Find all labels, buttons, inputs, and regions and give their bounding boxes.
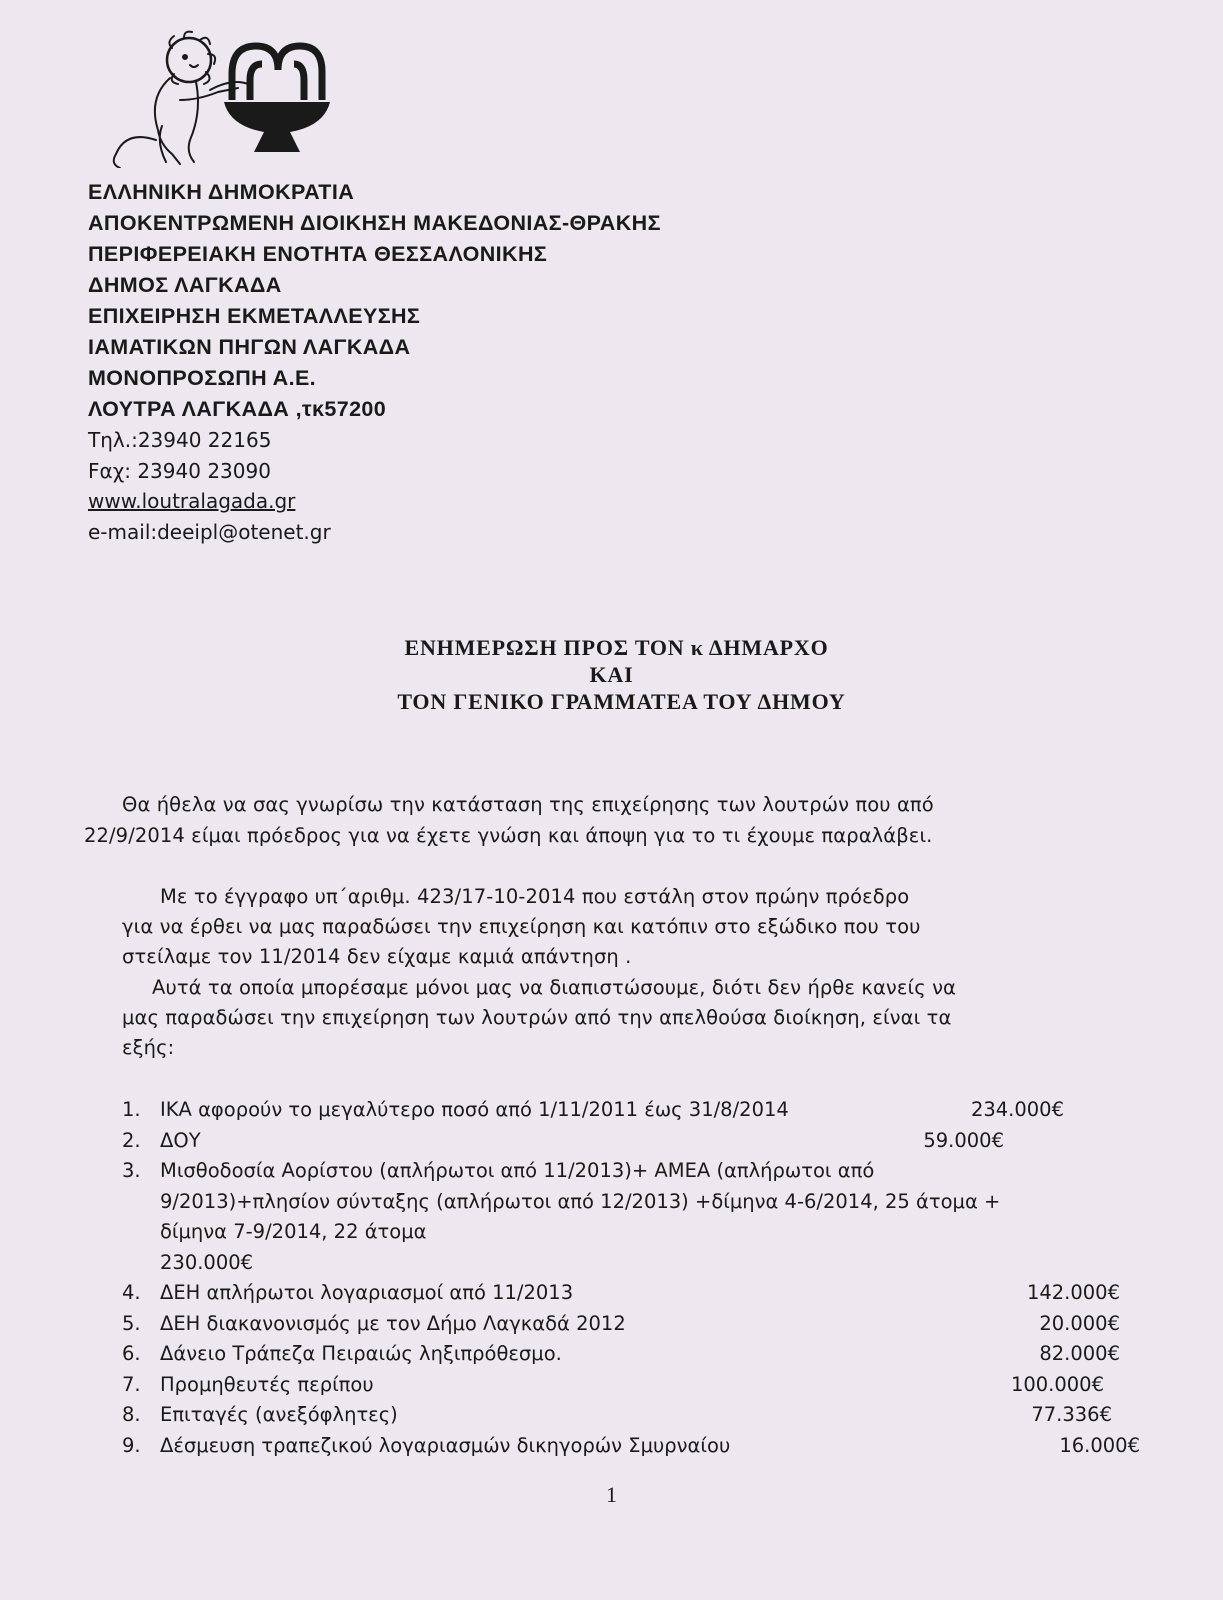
debts-list <box>122 1095 1140 1461</box>
item-number: 6. <box>122 1342 141 1365</box>
item-number: 9. <box>122 1433 141 1457</box>
header-line: ΙΑΜΑΤΙΚΩΝ ΠΗΓΩΝ ΛΑΓΚΑΔΑ <box>88 335 411 359</box>
item-text: ΔΕΗ απλήρωτοι λογαριασμοί από 11/2013 <box>160 1281 574 1304</box>
letter-line: Με το έγγραφο υπ΄αριθμ. 423/17-10-2014 που εστάλη στον πρώην πρόεδρο <box>160 885 910 908</box>
item-text: Δάνειο Τράπεζα Πειραιώς ληξιπρόθεσμο. <box>160 1342 562 1365</box>
title-line: ΕΝΗΜΕΡΩΣΗ ΠΡΟΣ ΤΟΝ κ ΔΗΜΑΡΧΟ <box>404 635 829 660</box>
item-number: 7. <box>122 1372 141 1396</box>
list-item <box>122 1400 1112 1431</box>
item-number: 2. <box>122 1128 141 1152</box>
item-amount: 142.000€ <box>1026 1281 1120 1304</box>
header-line: ΕΛΛΗΝΙΚΗ ΔΗΜΟΚΡΑΤΙΑ <box>88 180 355 204</box>
item-text: ΔΟΥ <box>160 1128 201 1152</box>
phone-number: Τηλ.:23940 22165 <box>88 428 272 452</box>
lion-with-fountain-icon <box>92 30 332 168</box>
title-line: ΚΑΙ <box>589 662 634 687</box>
item-amount: 77.336€ <box>1031 1403 1112 1426</box>
item-amount: 20.000€ <box>1039 1311 1120 1335</box>
title-line: ΤΟΝ ΓΕΝΙΚΟ ΓΡΑΜΜΑΤΕΑ ΤΟΥ ΔΗΜΟΥ <box>397 689 846 714</box>
item-text: Μισθοδοσία Αορίστου (απλήρωτοι από 11/2013)+ ΑΜΕΑ (απλήρωτοι από 9/2013)+πλησίον σύνταξης (απλήρωτοι από 12/2013) +δίμηνα 4-6/2014, 25 άτομα + δίμηνα 7-9/2014, 22 άτομα <box>160 1159 1001 1243</box>
item-text: ΙΚΑ αφορούν το μεγαλύτερο ποσό από 1/11/2011 έως 31/8/2014 <box>160 1098 789 1121</box>
item-number: 1. <box>122 1098 141 1121</box>
item-amount: 16.000€ <box>1059 1433 1140 1457</box>
fax-number: Fαχ: 23940 23090 <box>88 458 271 483</box>
intro-line: 22/9/2014 είμαι πρόεδρος για να έχετε γνώση και άποψη για το τι έχουμε παραλάβει. <box>84 824 933 847</box>
document-title <box>0 634 1223 715</box>
header-line: ΛΟΥΤΡΑ ΛΑΓΚΑΔΑ ,τκ57200 <box>88 397 387 421</box>
item-text: Προμηθευτές περίπου <box>160 1372 374 1396</box>
header-line: ΠΕΡΙΦΕΡΕΙΑΚΗ ΕΝΟΤΗΤΑ ΘΕΣΣΑΛΟΝΙΚΗΣ <box>88 242 548 266</box>
findings-line: μας παραδώσει την επιχείρηση των λουτρών από την απελθούσα διοίκηση, είναι τα <box>122 1006 952 1029</box>
item-amount: 230.000€ <box>160 1250 254 1274</box>
item-number: 8. <box>122 1403 141 1426</box>
website-link[interactable]: www.loutralagada.gr <box>88 489 296 513</box>
item-number: 4. <box>122 1281 141 1304</box>
item-text: Επιταγές (ανεξόφλητες) <box>160 1403 398 1426</box>
header-line: ΔΗΜΟΣ ΛΑΓΚΑΔΑ <box>88 273 282 297</box>
list-item <box>122 1431 1140 1462</box>
letter-line: για να έρθει να μας παραδώσει την επιχείρηση και κατόπιν στο εξώδικο που του <box>122 915 921 938</box>
list-item <box>122 1095 1082 1126</box>
item-amount: 100.000€ <box>1010 1372 1104 1396</box>
page-number: 1 <box>606 1482 617 1507</box>
item-text: ΔΕΗ διακανονισμός με τον Δήμο Λαγκαδά 2012 <box>160 1311 626 1335</box>
list-item <box>122 1278 1120 1309</box>
list-item <box>122 1126 1082 1157</box>
item-amount: 59.000€ <box>923 1128 1004 1152</box>
letter-line: στείλαμε τον 11/2014 δεν είχαμε καμιά απάντηση . <box>122 945 632 968</box>
header-line: ΕΠΙΧΕΙΡΗΣΗ ΕΚΜΕΤΑΛΛΕΥΣΗΣ <box>88 304 421 328</box>
list-item <box>122 1156 1082 1278</box>
findings-line: Αυτά τα οποία μπορέσαμε μόνοι μας να διαπιστώσουμε, διότι δεν ήρθε κανείς να <box>152 976 957 999</box>
item-amount: 234.000€ <box>970 1098 1064 1121</box>
list-item <box>122 1309 1120 1340</box>
header-line: ΑΠΟΚΕΝΤΡΩΜΕΝΗ ΔΙΟΙΚΗΣΗ ΜΑΚΕΔΟΝΙΑΣ-ΘΡΑΚΗΣ <box>88 211 661 235</box>
email-address: e-mail:deeipl@otenet.gr <box>88 519 331 544</box>
item-amount: 82.000€ <box>1039 1342 1120 1365</box>
intro-line: Θα ήθελα να σας γνωρίσω την κατάσταση της επιχείρησης των λουτρών που από <box>122 793 934 816</box>
item-number: 3. <box>122 1159 141 1182</box>
list-item <box>122 1339 1120 1370</box>
item-text: Δέσμευση τραπεζικού λογαριασμών δικηγορών Σμυρναίου <box>160 1433 731 1457</box>
header-line: ΜΟΝΟΠΡΟΣΩΠΗ Α.Ε. <box>88 366 317 390</box>
item-number: 5. <box>122 1311 141 1335</box>
list-item <box>122 1370 1104 1401</box>
findings-line: εξής: <box>122 1036 175 1059</box>
letterhead <box>88 177 661 547</box>
